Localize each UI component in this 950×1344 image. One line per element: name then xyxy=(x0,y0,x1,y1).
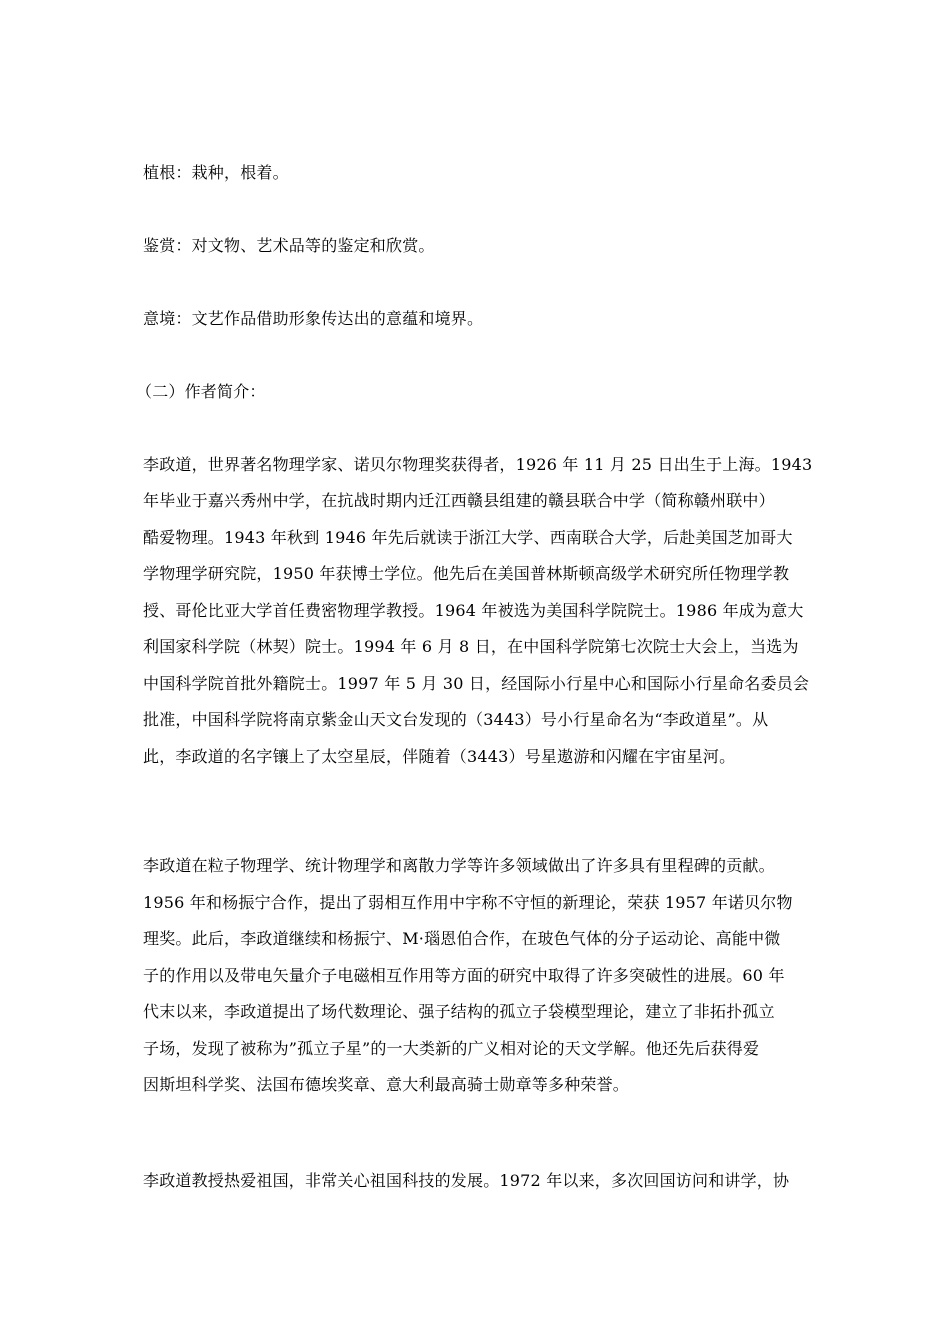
paragraph-line: 授、哥伦比亚大学首任费密物理学教授。1964 年被选为美国科学院院士。1986 年成为意大 xyxy=(143,601,804,620)
paragraph-line: 理奖。此后，李政道继续和杨振宁、M·瑙恩伯合作，在玻色气体的分子运动论、高能中微 xyxy=(143,929,781,948)
definition-yijing: 意境：文艺作品借助形象传达出的意蕴和境界。 xyxy=(143,309,484,328)
paragraph-line: 李政道，世界著名物理学家、诺贝尔物理奖获得者，1926 年 11 月 25 日出生于上海。1943 xyxy=(143,455,813,474)
paragraph-line: 李政道教授热爱祖国，非常关心祖国科技的发展。1972 年以来，多次回国访问和讲学，协 xyxy=(143,1171,790,1190)
section-heading: （二）作者简介： xyxy=(136,382,266,401)
paragraph-line: 此，李政道的名字镶上了太空星辰，伴随着（3443）号星遨游和闪耀在宇宙星河。 xyxy=(143,747,736,766)
paragraph-line: 学物理学研究院，1950 年获博士学位。他先后在美国普林斯顿高级学术研究所任物理学教 xyxy=(143,564,790,583)
paragraph-line: 批准，中国科学院将南京紫金山天文台发现的（3443）号小行星命名为“李政道星”。从 xyxy=(143,710,769,729)
definition-zhigen: 植根：栽种，根着。 xyxy=(143,163,289,182)
paragraph-line: 酷爱物理。1943 年秋到 1946 年先后就读于浙江大学、西南联合大学，后赴美国芝加哥大 xyxy=(143,528,793,547)
paragraph-line: 子的作用以及带电矢量介子电磁相互作用等方面的研究中取得了许多突破性的进展。60 年 xyxy=(143,966,785,985)
paragraph-line: 年毕业于嘉兴秀州中学，在抗战时期内迁江西赣县组建的赣县联合中学（简称赣州联中） xyxy=(143,491,775,510)
paragraph-line: 中国科学院首批外籍院士。1997 年 5 月 30 日，经国际小行星中心和国际小行星命名委员会 xyxy=(143,674,810,693)
paragraph-line: 子场，发现了被称为”孤立子星”的一大类新的广义相对论的天文学解。他还先后获得爱 xyxy=(143,1039,760,1058)
definition-jianshang: 鉴赏：对文物、艺术品等的鉴定和欣赏。 xyxy=(143,236,435,255)
paragraph-line: 利国家科学院（林契）院士。1994 年 6 月 8 日，在中国科学院第七次院士大会上，当选为 xyxy=(143,637,799,656)
paragraph-line: 李政道在粒子物理学、统计物理学和离散力学等许多领域做出了许多具有里程碑的贡献。 xyxy=(143,856,775,875)
paragraph-line: 代末以来，李政道提出了场代数理论、强子结构的孤立子袋模型理论，建立了非拓扑孤立 xyxy=(143,1002,775,1021)
paragraph-line: 因斯坦科学奖、法国布德埃奖章、意大利最高骑士勋章等多种荣誉。 xyxy=(143,1075,630,1094)
paragraph-line: 1956 年和杨振宁合作，提出了弱相互作用中宇称不守恒的新理论，荣获 1957 年诺贝尔物 xyxy=(143,893,793,912)
